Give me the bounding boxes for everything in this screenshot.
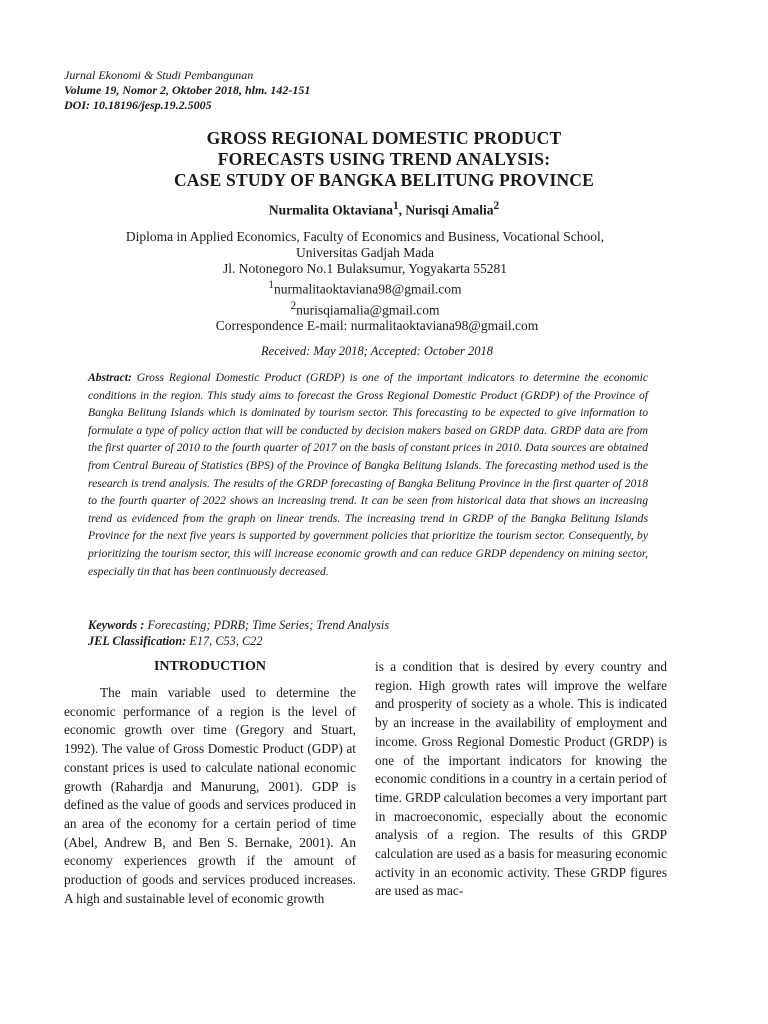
keywords-label: Keywords : [88,618,145,632]
author-1-marker: 1 [393,200,399,212]
introduction-heading: INTRODUCTION [153,659,266,674]
introduction-paragraph-left: The main variable used to determine the economic performance of a region is the level of economic growth over time (Gregory and Stuart, 1992). The value of Gross Domestic Product (GDP) at constant prices is used to calculate national economic growth (Rahardja and Manurung, 2001). GDP is defined as the value of goods and services produced in an area of the economy for a certain period of time (Abel, Andrew B, and Ben S. Bernake, 2001). An economy experiences growth if the amount of production of goods and services produced increases. A high and sustainable level of economic growth [64,685,356,906]
email-1-text[interactable]: nurmalitaoktaviana98@gmail.com [274,281,462,297]
correspondence-email: Correspondence E-mail: nurmalitaoktaviana98@gmail.com [215,318,539,333]
left-column [64,658,356,908]
jel-text: E17, C53, C22 [189,633,263,648]
keywords-text: Forecasting; PDRB; Time Series; Trend Analysis [147,618,390,632]
journal-doi: DOI: 10.18196/jesp.19.2.5005 [64,98,212,112]
affiliation-line-2: Universitas Gadjah Mada [296,245,434,260]
email-1-marker: 1 [268,279,275,291]
journal-header [64,68,310,113]
right-column [375,658,667,901]
paper-title [0,128,768,191]
keywords-block [88,618,648,649]
author-2-marker: 2 [493,200,500,212]
author-1: Nurmalita Oktaviana [268,202,393,218]
title-line-1: GROSS REGIONAL DOMESTIC PRODUCT [206,128,562,148]
author-separator: , [398,202,406,218]
keywords-line [88,618,648,634]
author-1-email [0,277,730,298]
journal-name: Jurnal Ekonomi & Studi Pembangunan [64,68,254,82]
affiliation-address: Jl. Notonegoro No.1 Bulaksumur, Yogyakarta 55281 [222,261,508,276]
jel-label: JEL Classification: [88,633,187,648]
email-2-text[interactable]: nurisqiamalia@gmail.com [296,302,440,317]
email-2-marker: 2 [290,299,297,312]
jel-line [88,634,648,650]
author-2: Nurisqi Amalia [405,202,494,218]
title-line-3: CASE STUDY OF BANGKA BELITUNG PROVINCE [173,170,595,190]
abstract-text: Gross Regional Domestic Product (GRDP) is one of the important indicators to determine the economic conditions in the region. This study aims to forecast the Gross Regional Domestic Product (GRDP) of the Province of Bangka Belitung Islands which is dominated by tourism sector. This forecasting to be expected to give information to formulate a type of policy action that will be conducted by decision makers based on GRDP data. GRDP data are from the first quarter of 2010 to the fourth quarter of 2017 on the basis of constant prices in 2010. Data sources are obtained from Central Bureau of Statistics (BPS) of the Province of Bangka Belitung Islands. The forecasting method used is the research is trend analysis. The results of the GRDP forecasting of Bangka Belitung Province in the first quarter of 2018 to the fourth quarter of 2022 shows an increasing trend. It can be seen from historical data that shows an increasing trend as evidenced from the graph on linear trends. The increasing trend in GRDP of the Bangka Belitung Islands Province for the next five years is supported by government policies that prioritize the tourism sector. Consequently, by prioritizing the tourism sector, this will increase economic growth and can reduce GRDP dependency on mining sector, especially tin that has been continuously decreased. [88,371,648,578]
abstract-label: Abstract: [88,371,132,384]
affiliation-block [0,229,730,318]
journal-volume: Volume 19, Nomor 2, Oktober 2018, hlm. 142-151 [64,83,311,97]
affiliation-line-1: Diploma in Applied Economics, Faculty of Economics and Business, Vocational School, [125,229,605,244]
introduction-paragraph-right: is a condition that is desired by every country and region. High growth rates will improve the welfare and prosperity of society as a whole. This is indicated by an increase in the availability of employment and income. Gross Regional Domestic Product (GRDP) is one of the important indicators for knowing the economic conditions in a country in a certain period of time. GRDP calculation becomes a very important part in macroeconomic, especially about the economic analysis of a region. The results of this GRDP calculation are used as a basis for measuring economic activity in an economic activity. These GRDP figures are used as mac- [375,659,667,899]
author-2-email [0,298,730,319]
abstract [88,369,648,580]
title-line-2: FORECASTS USING TREND ANALYSIS: [217,149,551,169]
author-list [0,200,768,219]
received-accepted-dates: Received: May 2018; Accepted: October 2018 [261,344,493,358]
